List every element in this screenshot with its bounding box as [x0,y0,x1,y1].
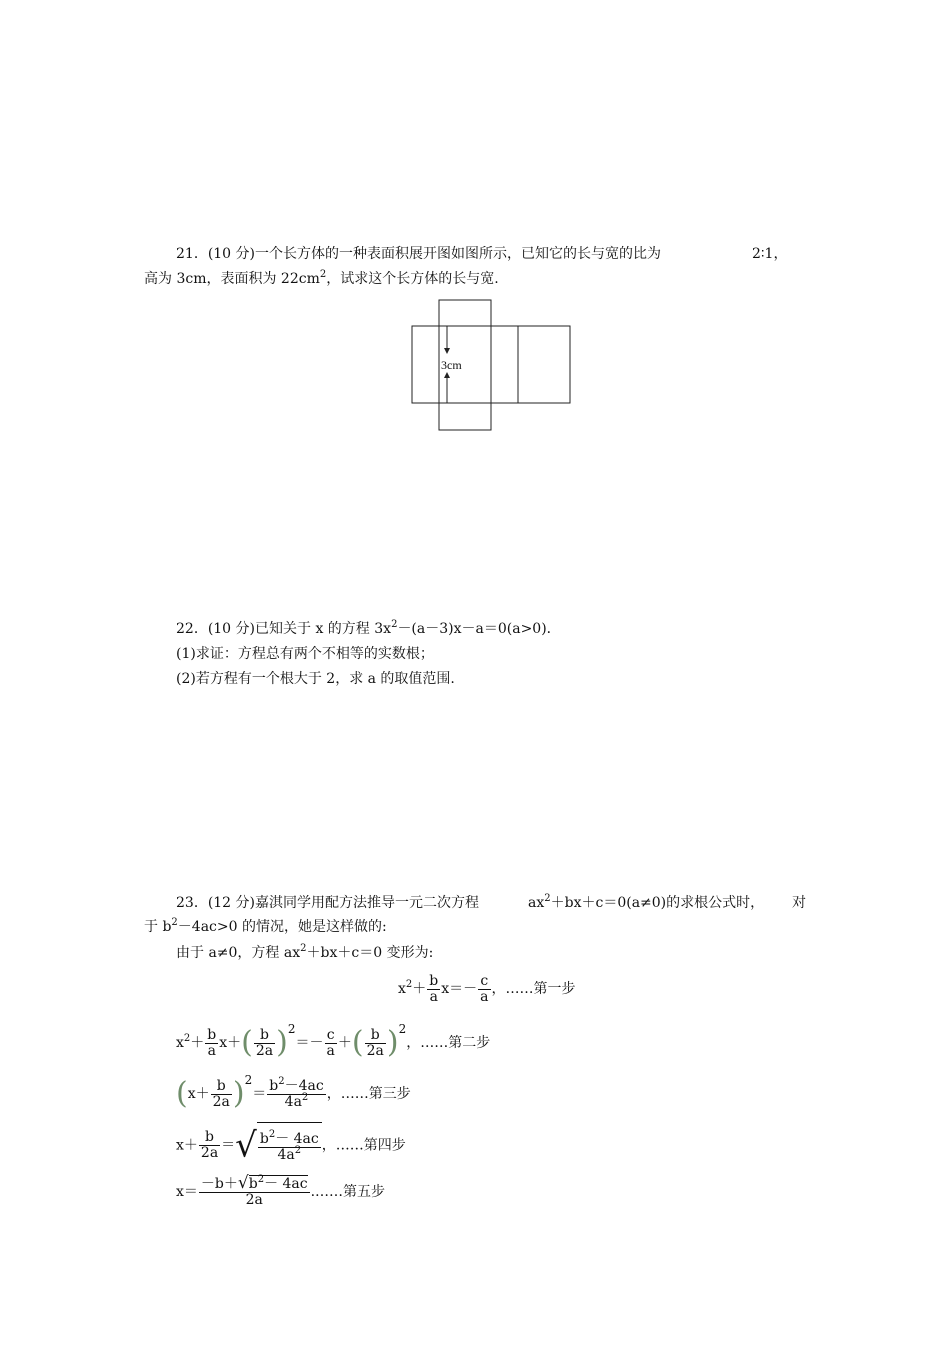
q23-line1 [176,894,479,912]
s2-tail: ，……第二步 [406,1035,491,1051]
q23-line2-sup: 2 [171,917,178,928]
s4-den2sup: 2 [294,1144,302,1156]
s5-x: x＝ [176,1184,198,1200]
s3-tail: ，……第三步 [326,1086,411,1102]
q21-line2-b: ，试求这个长方体的长与宽. [326,271,499,287]
q22-part2: (2)若方程有一个根大于 2，求 a 的取值范围. [176,671,455,687]
s3-num2a: b [269,1077,279,1094]
s1-plus: ＋ [412,981,427,997]
s4-x: x＋ [176,1137,198,1154]
q23-line2-b: －4ac>0 的情况，她是这样做的: [177,919,387,935]
q23-line3-sup: 2 [300,943,307,954]
s3-den2 [267,1091,325,1110]
s2-plus2: ＋ [337,1035,352,1051]
s5-radicand [249,1175,308,1192]
s3-x: x＋ [187,1086,210,1102]
s4-radical: √ [235,1125,257,1166]
s1-num2: c [478,974,490,990]
s4-den2 [258,1144,321,1163]
q21-line1 [176,245,661,263]
q23-eq-b: ＋bx＋c＝0(a≠0)的求根公式时， [550,895,765,911]
s2-paren-close2: ) [386,1025,399,1060]
s3-eq: ＝ [252,1086,267,1102]
s3-paren-close: ) [232,1076,245,1111]
s2-num2: b [254,1028,275,1044]
s4-num2a: b [259,1130,269,1147]
s3-exp: 2 [244,1073,253,1087]
s2-num1: b [207,1026,217,1043]
s2-x: x [176,1035,184,1051]
s2-paren-open2: ( [351,1025,364,1060]
q23-line3 [176,944,433,962]
s4-sqrt [235,1122,322,1169]
q23-line2-a: 于 b [144,919,172,935]
s3-num2b: －4ac [284,1077,324,1094]
step-4 [176,1122,406,1169]
q22-text-a: 22．(10 分)已知关于 x 的方程 3x [176,621,392,637]
s1-den: a [429,988,438,1005]
s5-frac [199,1173,310,1208]
s2-den1: a [207,1042,216,1059]
s4-num2sup: 2 [268,1128,276,1140]
s4-den1: 2a [200,1145,219,1161]
step-3 [176,1074,411,1114]
q23-eq-sup: 2 [544,893,551,904]
s4-eq: ＝ [221,1137,236,1154]
s4-radicand [257,1122,322,1169]
s1-sup: 2 [405,979,413,990]
q22-text-b: －(a－3)x－a＝0(a>0)． [397,621,561,637]
q23-text-a: 23．(12 分)嘉淇同学用配方法推导一元二次方程 [176,895,480,911]
s5-num-a: －b＋ [200,1176,238,1192]
s2-den4: 2a [366,1042,384,1059]
s5-tail: .……第五步 [310,1184,386,1200]
s5-num-c: － 4ac [264,1176,308,1192]
q21-line2-a: 高为 3cm，表面积为 22cm [144,271,320,287]
s2-den3: a [326,1042,335,1059]
s2-num3: c [325,1028,337,1044]
s2-frac1 [205,1028,218,1059]
s4-num1: b [199,1130,220,1146]
net-face-bottom [439,403,491,430]
s3-num1: b [211,1079,232,1095]
s2-frac3 [325,1028,337,1059]
q21-ratio-text: 2∶1， [752,246,788,262]
s1-x: x [398,981,406,997]
q23-line2 [144,918,387,936]
s4-den2a: 4a [277,1146,295,1163]
s5-radical: √ [237,1173,249,1193]
s2-frac4 [365,1028,386,1059]
s4-num2b: － 4ac [275,1130,319,1147]
s4-frac2 [258,1128,321,1163]
s2-frac2 [254,1028,275,1059]
net-face-right [491,326,518,403]
s1-frac2 [478,974,490,1005]
s1-den2: a [480,988,489,1005]
s2-paren-close: ) [276,1025,288,1060]
s2-num4: b [365,1028,386,1044]
s2-exp2: 2 [398,1022,407,1036]
s3-num2sup: 2 [278,1075,285,1087]
s3-den1: 2a [212,1093,230,1110]
q23-line3-a: 由于 a≠0，方程 ax [176,945,301,961]
q23-line3-b: ＋bx＋c＝0 变形为: [306,945,434,961]
s3-num2 [267,1075,325,1095]
s2-x2: x＋ [219,1035,242,1051]
q22-line1 [176,620,561,638]
s4-num2 [258,1128,321,1148]
s2-eq: ＝－ [295,1035,324,1051]
step-2 [176,1024,490,1062]
arrowhead-down [444,348,450,354]
s3-paren-open: ( [176,1076,188,1111]
s2-plus: ＋ [190,1035,205,1051]
dimension-label: 3cm [441,358,462,372]
s5-num [199,1173,310,1193]
s3-den2sup: 2 [301,1091,309,1103]
net-face-left [412,326,439,403]
s5-den: 2a [245,1192,263,1208]
q21-line2 [144,270,499,288]
q23-dui: 对 [792,895,806,911]
s1-num: b [429,972,439,989]
s5-num-sup: 2 [257,1174,265,1185]
s3-den2a: 4a [284,1093,302,1110]
step-1 [398,970,576,1008]
s3-frac2 [267,1075,325,1110]
net-face-back [518,326,570,403]
q23-equation [528,894,764,912]
q22-part1: (1)求证：方程总有两个不相等的实数根； [176,646,434,662]
s1-x2: x＝－ [441,981,478,997]
s2-exp1: 2 [287,1022,296,1036]
s4-frac1 [199,1130,220,1161]
s2-paren-open: ( [241,1025,253,1060]
cuboid-net-figure [405,296,575,436]
q21-ratio [752,245,787,263]
arrowhead-up [444,372,450,378]
s2-den2: 2a [255,1042,274,1059]
step-5 [176,1172,385,1212]
s3-frac1 [211,1079,232,1110]
q23-eq-a: ax [528,895,545,911]
s1-tail: ，……第一步 [491,981,576,997]
q21-text: 21．(10 分)一个长方体的一种表面积展开图如图所示，已知它的长与宽的比为 [176,246,662,262]
q22-sup: 2 [391,619,398,630]
s5-num-b: b [248,1176,258,1192]
q21-sup: 2 [319,269,327,280]
s1-frac [427,974,440,1005]
s4-tail: ，……第四步 [321,1137,406,1154]
s2-sup: 2 [183,1033,191,1044]
net-face-top [439,300,491,326]
